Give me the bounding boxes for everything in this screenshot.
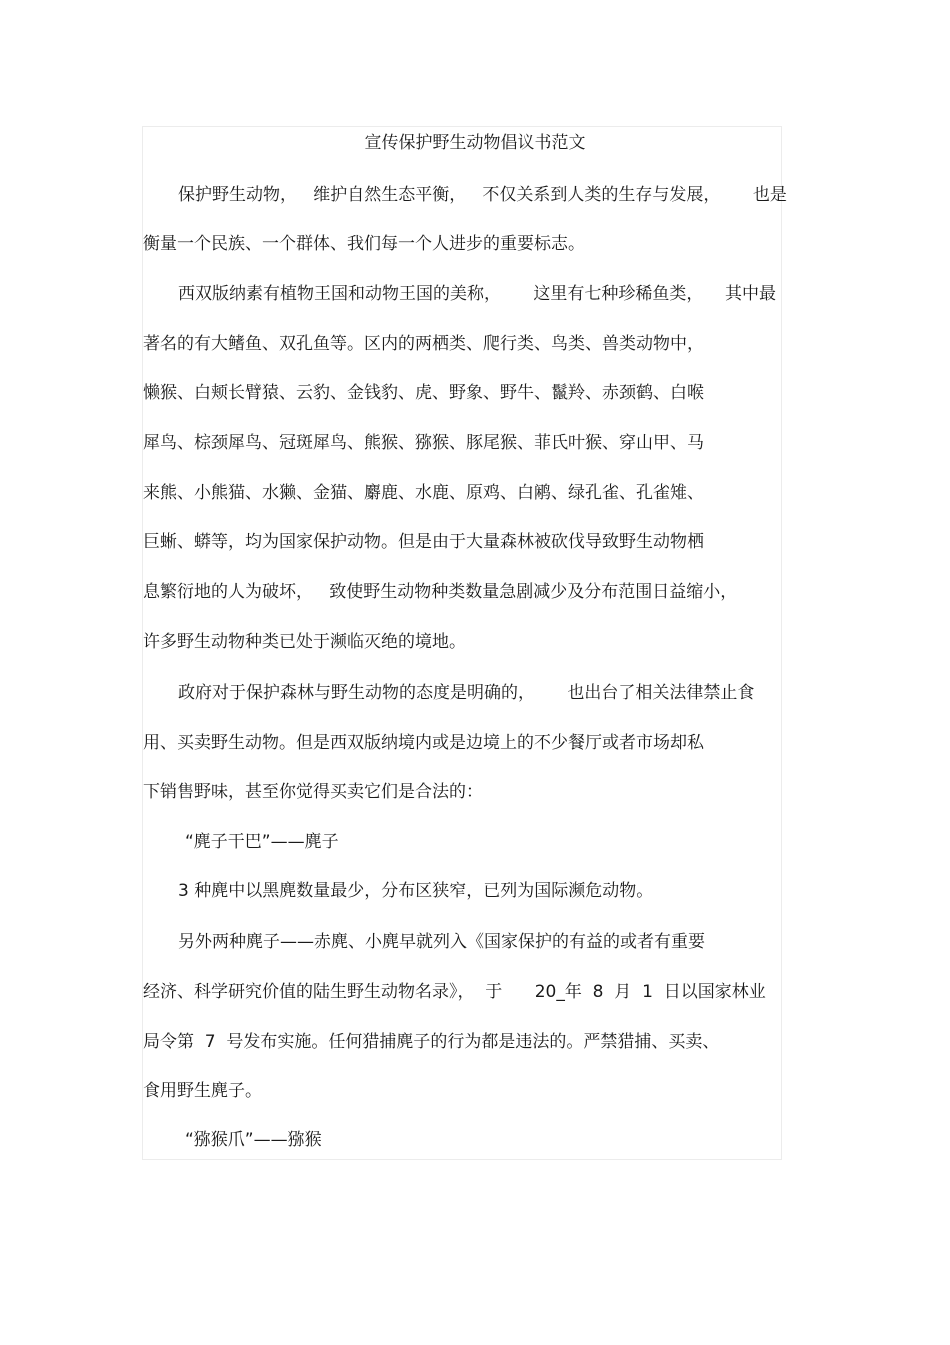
paragraph-line: 下销售野味，甚至你觉得买卖它们是合法的：: [143, 782, 483, 802]
paragraph-line: 巨蜥、蟒等，均为国家保护动物。但是由于大量森林被砍伐导致野生动物栖: [143, 532, 704, 552]
paragraph-line: 衡量一个民族、一个群体、我们每一个人进步的重要标志。: [143, 234, 585, 254]
paragraph-line: 许多野生动物种类已处于濒临灭绝的境地。: [143, 632, 466, 652]
document-title: 宣传保护野生动物倡议书范文: [364, 133, 586, 153]
paragraph-line: 用、买卖野生动物。但是西双版纳境内或是边境上的不少餐厅或者市场却私: [143, 733, 704, 753]
paragraph-line: 3 种麂中以黑麂数量最少，分布区狭窄，已列为国际濒危动物。: [178, 881, 654, 901]
paragraph-line: 犀鸟、棕颈犀鸟、冠斑犀鸟、熊猴、猕猴、豚尾猴、菲氏叶猴、穿山甲、马: [143, 433, 704, 453]
paragraph-line: 息繁衍地的人为破坏， 致使野生动物种类数量急剧减少及分布范围日益缩小，: [143, 582, 738, 602]
paragraph-line: 另外两种麂子——赤麂、小麂早就列入《国家保护的有益的或者有重要: [178, 932, 705, 952]
subheading-line: “猕猴爪”——猕猴: [185, 1130, 322, 1150]
paragraph-line: 西双版纳素有植物王国和动物王国的美称， 这里有七种珍稀鱼类， 其中最: [178, 284, 777, 304]
paragraph-line: 政府对于保护森林与野生动物的态度是明确的， 也出台了相关法律禁止食: [178, 683, 755, 703]
paragraph-line: 保护野生动物， 维护自然生态平衡， 不仅关系到人类的生存与发展， 也是: [178, 185, 787, 205]
subheading-line: “麂子干巴”——麂子: [185, 832, 339, 852]
paragraph-line: 著名的有大鳍鱼、双孔鱼等。区内的两栖类、爬行类、鸟类、兽类动物中，: [143, 334, 704, 354]
paragraph-line: 懒猴、白颊长臂猿、云豹、金钱豹、虎、野象、野牛、鬣羚、赤颈鹤、白喉: [143, 383, 704, 403]
paragraph-line: 经济、科学研究价值的陆生野生动物名录》， 于 20_年 8 月 1 日以国家林业: [143, 982, 766, 1002]
paragraph-line: 局令第 7 号发布实施。任何猎捕麂子的行为都是违法的。严禁猎捕、买卖、: [143, 1032, 720, 1052]
paragraph-line: 食用野生麂子。: [143, 1081, 262, 1101]
paragraph-line: 来熊、小熊猫、水獭、金猫、麝鹿、水鹿、原鸡、白鹇、绿孔雀、孔雀雉、: [143, 483, 704, 503]
